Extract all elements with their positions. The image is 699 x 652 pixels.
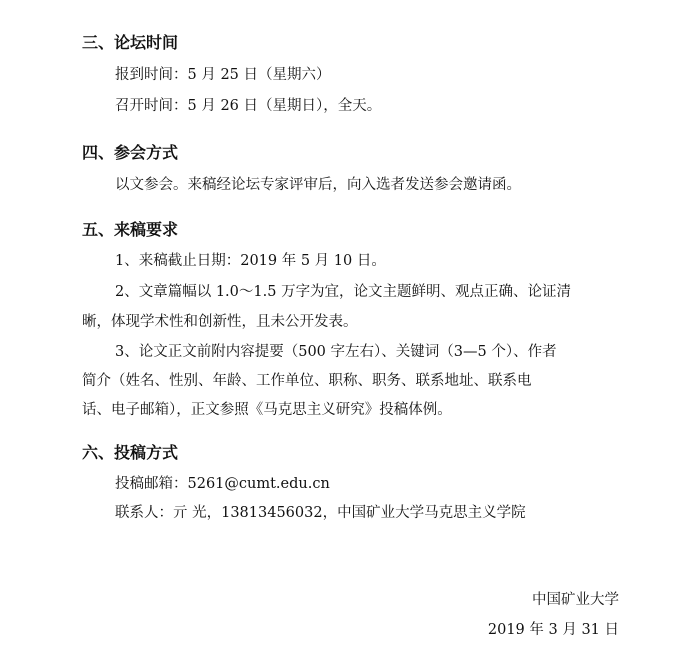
- section-5-title: 五、来稿要求: [82, 220, 179, 239]
- s3-line-2: 召开时间：5 月 26 日（星期日），全天。: [115, 98, 382, 114]
- s5-line-3: 晰，体现学术性和创新性，且未公开发表。: [82, 314, 358, 330]
- signature-date: 2019 年 3 月 31 日: [487, 622, 619, 638]
- s3-line-1: 报到时间：5 月 25 日（星期六）: [115, 67, 331, 83]
- s5-line-1: 1、来稿截止日期：2019 年 5 月 10 日。: [115, 253, 386, 269]
- s5-line-2: 2、文章篇幅以 1.0～1.5 万字为宜，论文主题鲜明、观点正确、论证清: [115, 284, 572, 300]
- signature-org: 中国矿业大学: [532, 592, 619, 608]
- s5-line-6: 话、电子邮箱），正文参照《马克思主义研究》投稿体例。: [82, 402, 452, 418]
- s5-line-4: 3、论文正文前附内容提要（500 字左右）、关键词（3—5 个）、作者: [115, 344, 557, 360]
- s4-line-1: 以文参会。来稿经论坛专家评审后，向入选者发送参会邀请函。: [115, 177, 521, 193]
- section-3-title: 三、论坛时间: [82, 33, 179, 52]
- s5-line-5: 简介（姓名、性别、年龄、工作单位、职称、职务、联系地址、联系电: [82, 373, 532, 389]
- section-4-title: 四、参会方式: [82, 143, 179, 162]
- s6-line-2: 联系人：亓 光，13813456032，中国矿业大学马克思主义学院: [115, 505, 526, 521]
- section-6-title: 六、投稿方式: [82, 443, 179, 462]
- s6-line-1: 投稿邮箱：5261@cumt.edu.cn: [115, 476, 330, 492]
